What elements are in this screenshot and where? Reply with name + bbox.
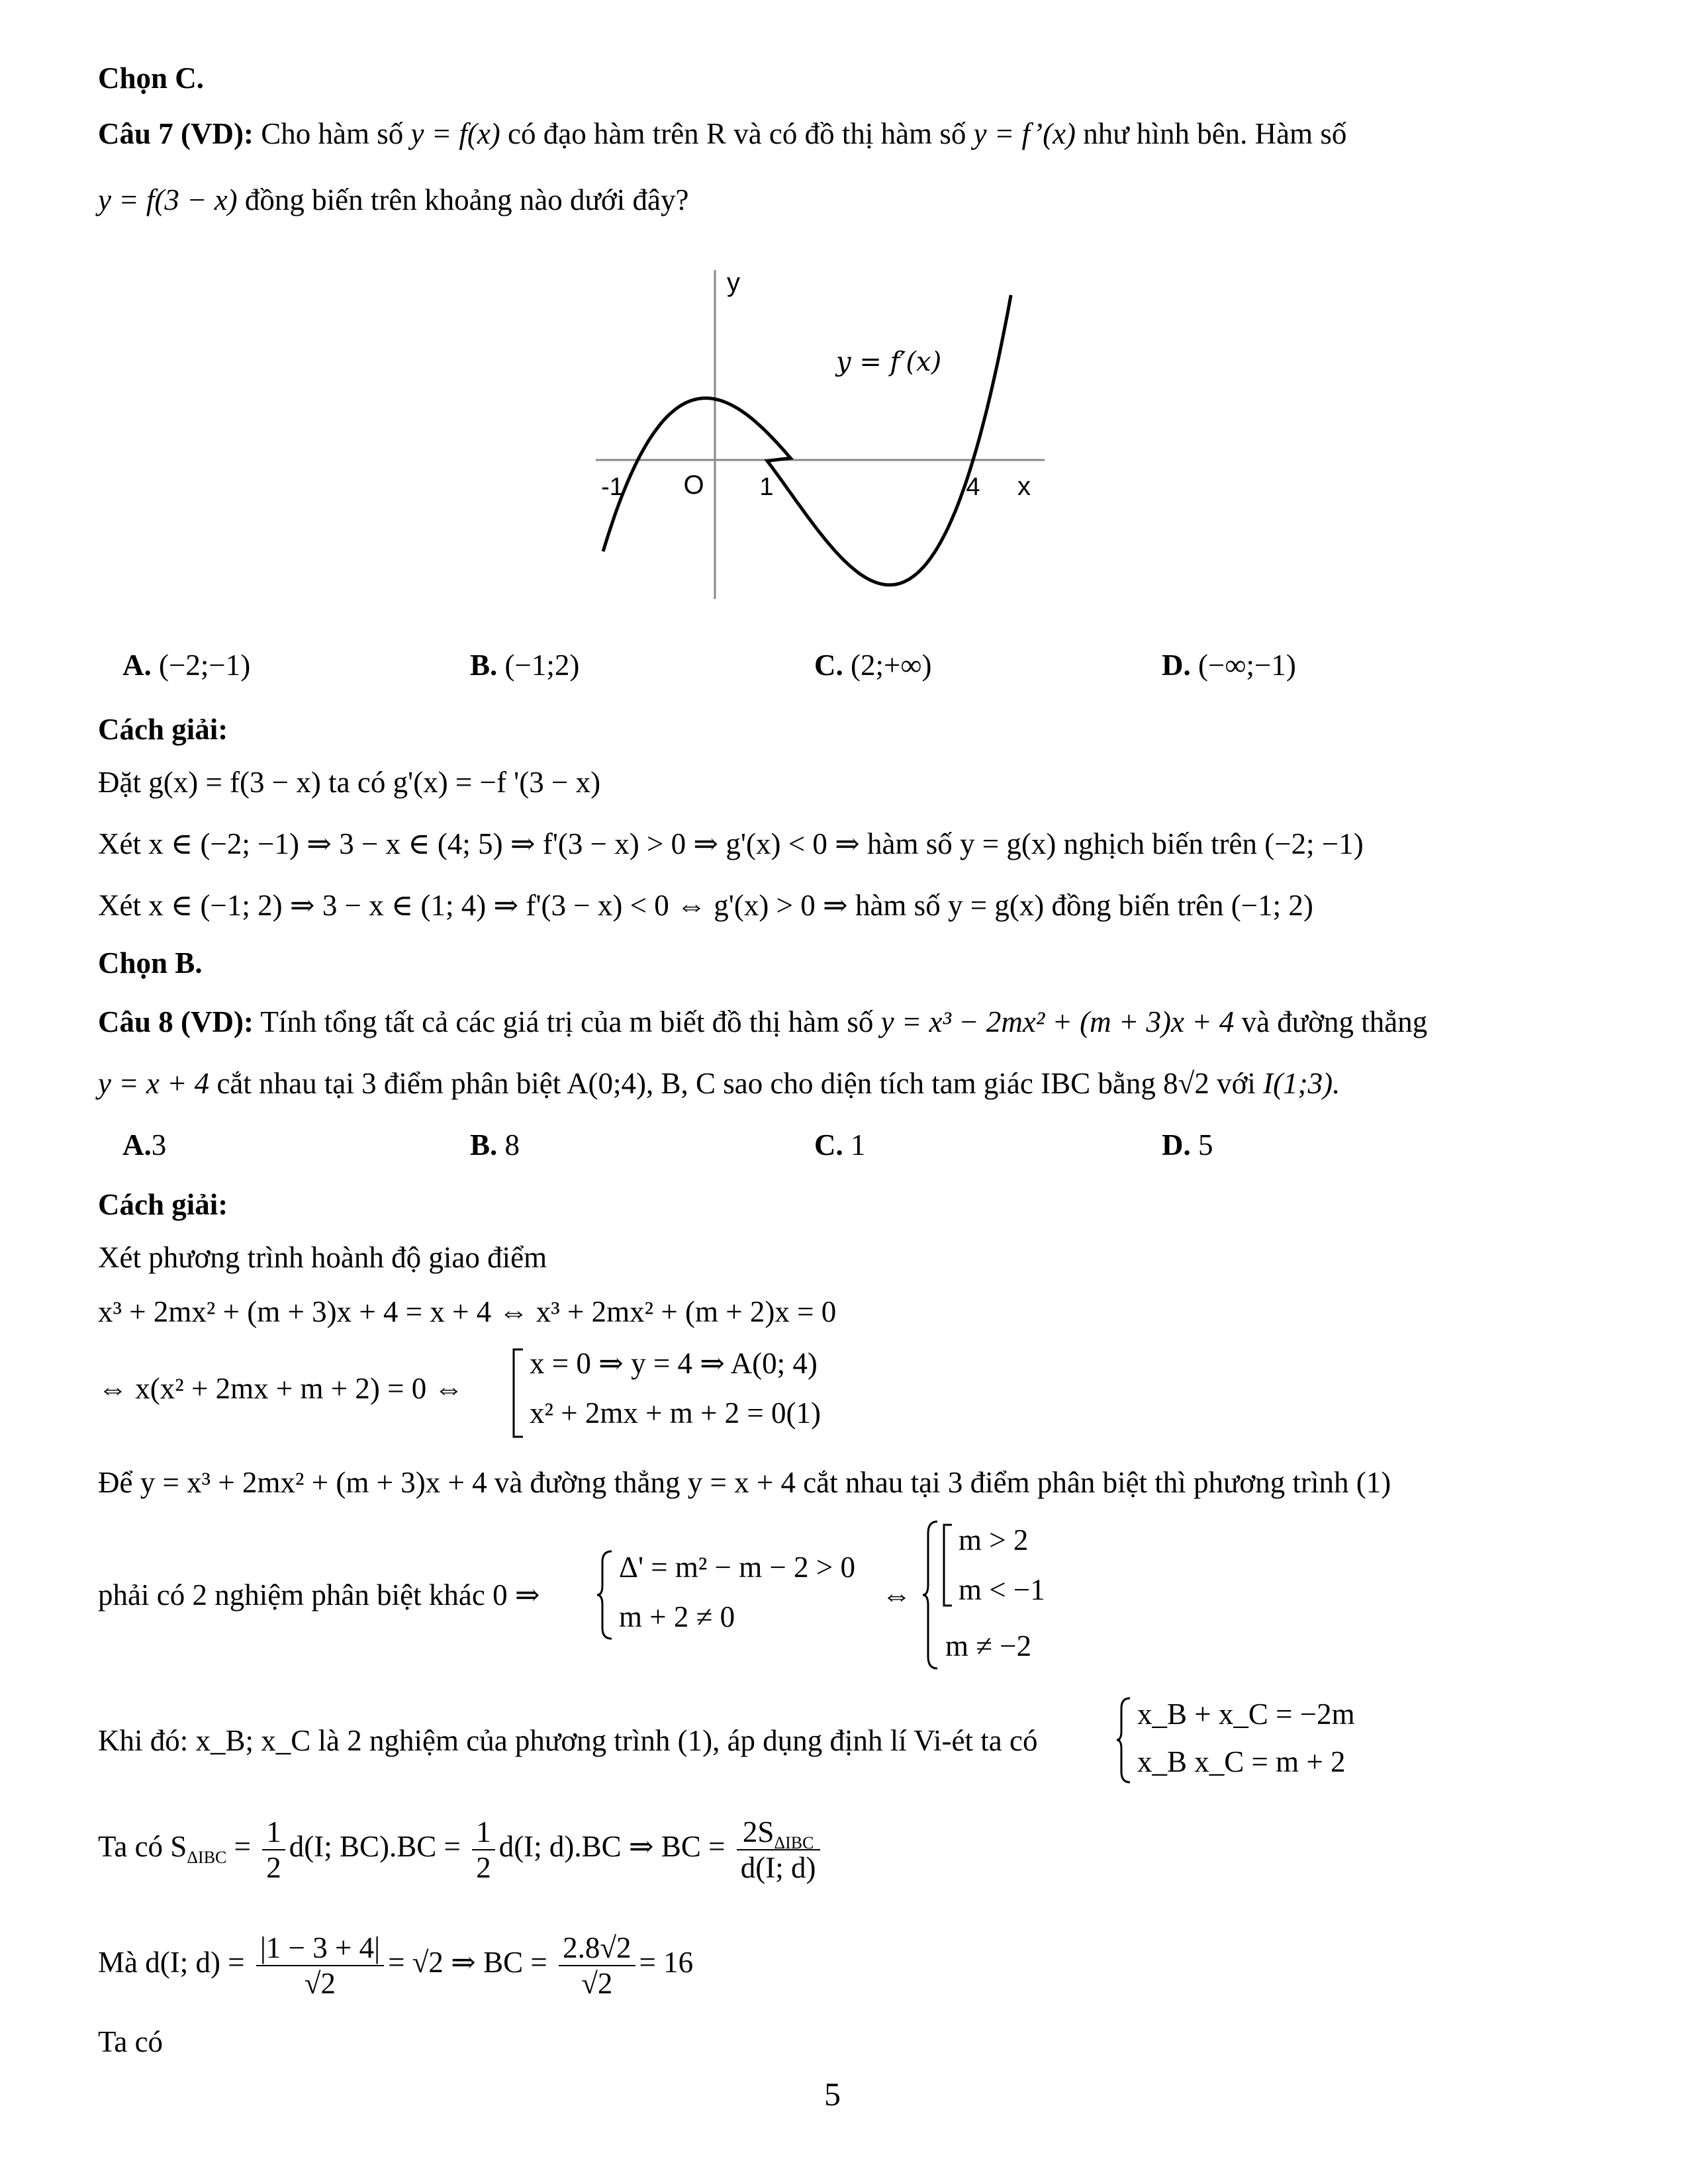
curve-label: y = f′(x) — [836, 347, 942, 377]
tick-label-minus-1: -1 — [601, 473, 624, 501]
q8-result-2: m < −1 — [959, 1573, 1045, 1606]
q7-solution-line1: Đặt g(x) = f(3 − x) ta có g'(x) = −f '(3 − x) — [98, 766, 601, 799]
x-axis-label: x — [1017, 472, 1031, 501]
q8-line: y = x + 4 — [98, 1067, 210, 1100]
y-axis-label: y — [727, 268, 740, 297]
q7-f3x: y = f(3 − x) — [98, 183, 238, 216]
q8-result-1: m > 2 — [959, 1524, 1029, 1557]
tick-label-1: 1 — [759, 473, 774, 501]
q7-solution-line2: Xét x ∈ (−2; −1) ⇒ 3 − x ∈ (4; 5) ⇒ f'(3 − x) > 0 ⇒ g'(x) < 0 ⇒ hàm số y = g(x) nghịch biến trên (−2; −1) — [98, 827, 1364, 860]
q8-solution-last: Ta có — [98, 2025, 164, 2058]
q8-option-a: A.3 — [122, 1128, 167, 1161]
tick-label-4: 4 — [966, 473, 980, 501]
q8-option-d: D. 5 — [1162, 1128, 1213, 1161]
q8-case2: x² + 2mx + m + 2 = 0(1) — [530, 1396, 821, 1430]
q8-equiv: ⇔ — [882, 1578, 912, 1612]
q7-option-a: A. (−2;−1) — [122, 649, 251, 682]
q7-text-b: có đạo hàm trên R và có đồ thị hàm số — [508, 117, 966, 150]
q8-condition-left: phải có 2 nghiệm phân biệt khác 0 ⇒ — [98, 1578, 540, 1612]
q7-option-c: C. (2;+∞) — [814, 649, 932, 682]
q8-option-c: C. 1 — [814, 1128, 866, 1161]
q7-statement-line2 — [98, 180, 688, 220]
page-number: 5 — [824, 2075, 841, 2113]
vieta-brace — [1115, 1696, 1134, 1785]
q8-function: y = x³ − 2mx² + (m + 3)x + 4 — [880, 1005, 1235, 1038]
q8-statement-line2: y = x + 4 cắt nhau tại 3 điểm phân biệt A(0;4), B, C sao cho diện tích tam giác IBC bằng 8√2 với I(1;3). — [98, 1067, 1340, 1100]
top-choice: Chọn C. — [98, 62, 205, 95]
result-brace — [921, 1519, 941, 1671]
q8-distance-formula: Mà d(I; d) = $\frac{|1 - 3 + 4|}{√2}$ = √2 ⇒ BC = $\frac{2.8√2}{√2}$ = 16 — [98, 1931, 694, 2000]
q7-solution-title: Cách giải: — [98, 713, 228, 746]
case-bracket — [510, 1347, 526, 1439]
q7-text-c: như hình bên. Hàm số — [1083, 117, 1347, 150]
q7-choice: Chọn B. — [98, 946, 203, 979]
q7-statement-line1 — [98, 114, 1346, 154]
q7-label: Câu 7 (VD): — [98, 117, 254, 150]
q8-factor-left: ⇔ x(x² + 2mx + m + 2) = 0 ⇔ — [98, 1372, 464, 1405]
q8-solution-line2: x³ + 2mx² + (m + 3)x + 4 = x + 4 ⇔ x³ + 2mx² + (m + 2)x = 0 — [98, 1295, 837, 1328]
q8-statement-line1: Câu 8 (VD): Tính tổng tất cả các giá trị của m biết đồ thị hàm số y = x³ − 2mx² + (m + 3)x + 4 và đường thẳng — [98, 1005, 1428, 1038]
condition-brace — [596, 1549, 616, 1641]
origin-label: O — [683, 471, 704, 500]
q7-text-d: đồng biến trên khoảng nào dưới đây? — [244, 183, 689, 216]
q8-result-3: m ≠ −2 — [945, 1629, 1032, 1662]
q8-solution-title: Cách giải: — [98, 1188, 228, 1221]
derivative-curve — [603, 295, 1011, 585]
q7-option-d: D. (−∞;−1) — [1162, 649, 1296, 682]
q7-fx: y = f(x) — [410, 117, 500, 150]
q8-condition-1: Δ' = m² − m − 2 > 0 — [619, 1551, 856, 1584]
q7-solution-line3: Xét x ∈ (−1; 2) ⇒ 3 − x ∈ (1; 4) ⇒ f'(3 − x) < 0 ⇔ g'(x) > 0 ⇒ hàm số y = g(x) đồng biến trên (−1; 2) — [98, 889, 1313, 922]
q8-vieta-left: Khi đó: x_B; x_C là 2 nghiệm của phương trình (1), áp dụng định lí Vi-ét ta có — [98, 1724, 1038, 1757]
q8-case1: x = 0 ⇒ y = 4 ⇒ A(0; 4) — [530, 1347, 818, 1380]
result-bracket — [941, 1522, 955, 1608]
q8-solution-line4: Để y = x³ + 2mx² + (m + 3)x + 4 và đường thẳng y = x + 4 cắt nhau tại 3 điểm phân biệt thì phương trình (1) — [98, 1466, 1391, 1499]
q7-option-b: B. (−1;2) — [470, 649, 580, 682]
q8-solution-line1: Xét phương trình hoành độ giao điểm — [98, 1241, 547, 1274]
q8-area: 8√2 — [1163, 1067, 1209, 1100]
q8-vieta-2: x_B x_C = m + 2 — [1137, 1745, 1346, 1778]
q7-text-a: Cho hàm số — [261, 117, 404, 150]
q8-option-b: B. 8 — [470, 1128, 520, 1161]
derivative-graph — [576, 258, 1053, 609]
q8-area-formula: Ta có $S_{\Delta IBC}$ = $\frac{1}{2}$ d(I; BC).BC = $\frac{1}{2}$ d(I; d).BC ⇒ BC = $\frac{2S_{\Delta IBC}}{d(I; d)}$ — [98, 1810, 824, 1885]
q7-fpx: y = f’(x) — [973, 117, 1076, 150]
q8-condition-2: m + 2 ≠ 0 — [619, 1600, 735, 1633]
q8-point-i: I(1;3). — [1263, 1067, 1340, 1100]
q8-vieta-1: x_B + x_C = −2m — [1137, 1698, 1355, 1731]
